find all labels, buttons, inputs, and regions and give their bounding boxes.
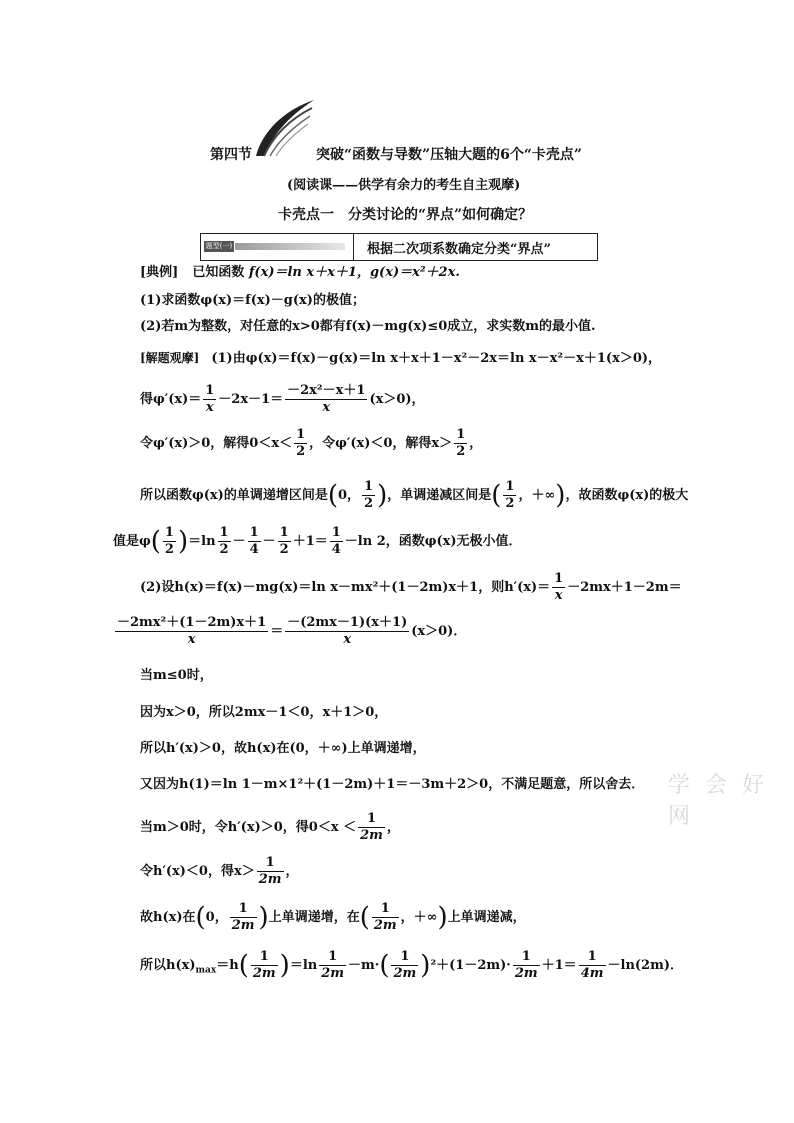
solution-line-11: 又因为h(1)＝ln 1－m×1²＋(1－2m)＋1＝－3m＋2＞0，不满足题意，所以舍去． (140, 777, 645, 792)
den: x (205, 400, 214, 415)
open-paren: ( (195, 902, 206, 933)
close-paren: ) (420, 950, 431, 981)
close-paren: ) (437, 902, 448, 933)
frac-1-over-2m-g (391, 949, 418, 982)
num: 1 (319, 949, 346, 966)
l14-b: 0， (205, 910, 228, 925)
page-subtitle: (阅读课——供学有余力的考生自主观摩) (287, 178, 521, 193)
num: 1 (331, 525, 341, 540)
l5-d: － (262, 534, 276, 549)
point-title: 卡壳点一 分类讨论的“界点”如何确定？ (278, 207, 533, 223)
question-2: (2)若m为整数，对任意的x>0都有f(x)－mg(x)≤0成立，求实数m的最小值. (140, 319, 596, 334)
den: x (322, 400, 331, 415)
solution-line-4 (140, 476, 688, 516)
l7-b: (x＞0)． (411, 624, 467, 639)
num: 1 (257, 855, 284, 872)
frac-half-f (218, 525, 231, 558)
frac-1-over-2m-d (372, 901, 399, 934)
l15-g: －ln(2m)． (607, 958, 683, 973)
example-stem (140, 264, 460, 282)
num: －(2mx－1)(x＋1) (287, 615, 408, 630)
frac-1-over-x (203, 383, 216, 416)
open-paren: ( (359, 902, 370, 933)
close-paren: ) (279, 950, 290, 981)
l5-a: 值是φ (113, 534, 151, 549)
solution-line-6 (140, 568, 682, 608)
solution-line-8: 当m≤0时， (140, 668, 213, 683)
den: x (554, 588, 563, 603)
frac-half-g (278, 525, 291, 558)
den: 2m (393, 966, 417, 981)
l3-a: 令φ′(x)＞0，解得0＜x＜ (140, 436, 293, 451)
close-paren: ) (258, 902, 269, 933)
section-number: 第四节 (210, 147, 252, 163)
den: 2m (231, 918, 255, 933)
l6-b: －2mx＋1－2m＝ (567, 580, 682, 595)
num: 1 (279, 525, 289, 540)
l2-c: (x＞0)， (369, 392, 425, 407)
open-paren: ( (379, 950, 390, 981)
solution-line-13 (140, 852, 299, 892)
den: 2 (164, 542, 174, 557)
frac-half-c (362, 479, 375, 512)
den: 4 (331, 542, 341, 557)
l13-b: ， (285, 864, 299, 879)
den: 2m (360, 828, 383, 843)
frac-1-over-2m-b (257, 855, 284, 888)
l5-c: － (232, 534, 246, 549)
num: 1 (372, 901, 399, 918)
frac-half-a (294, 427, 307, 460)
den: 2m (321, 966, 345, 981)
num: 1 (205, 383, 215, 398)
l4-d: ，＋∞ (518, 488, 556, 503)
l12-a: 当m＞0时，令h′(x)＞0，得0＜x ＜ (140, 820, 357, 835)
page-title: 突破“函数与导数”压轴大题的6个“卡壳点” (316, 147, 582, 163)
num: 1 (554, 571, 564, 586)
frac-half-d (503, 479, 516, 512)
close-paren: ) (555, 480, 566, 511)
solution-line-15 (140, 946, 683, 991)
frac-quarter-a (248, 525, 261, 558)
solution-line-1 (140, 349, 661, 368)
num: 1 (456, 427, 466, 442)
frac-1-over-2m-e (251, 949, 278, 982)
solution-line-12 (140, 808, 400, 848)
frac-1-over-x-b (552, 571, 565, 604)
num: 1 (164, 525, 174, 540)
l4-e: ，故函数φ(x)的极大 (565, 488, 689, 503)
l15-a: 所以h(x) (140, 958, 196, 973)
topic-divider (353, 234, 354, 260)
l2-a: 得φ′(x)＝ (140, 392, 202, 407)
num: 1 (358, 811, 385, 828)
frac-half-b (454, 427, 467, 460)
frac-1-over-2m-f (319, 949, 346, 982)
l12-b: ， (386, 820, 400, 835)
l3-b: ，令φ′(x)＜0，解得x＞ (309, 436, 453, 451)
den: 2 (505, 496, 515, 511)
den: x (187, 632, 196, 647)
l14-c: 上单调递增，在 (268, 910, 360, 925)
frac-1-over-2m-c (230, 901, 257, 934)
den: 2 (219, 542, 229, 557)
topic-bar (235, 243, 345, 250)
l4-a: 所以函数φ(x)的单调递增区间是 (140, 488, 328, 503)
den: 2 (364, 496, 374, 511)
topic-text: 根据二次项系数确定分类“界点” (367, 242, 551, 257)
num: 1 (296, 427, 306, 442)
watermark: 学 会 好 网 (668, 773, 768, 829)
close-paren: ) (377, 480, 388, 511)
example-stem-a: 已知函数 (192, 265, 249, 280)
num: 1 (230, 901, 257, 918)
l7-a: ＝ (270, 624, 284, 639)
l4-c: ，单调递减区间是 (387, 488, 492, 503)
l15-e: ²＋(1－2m)· (430, 958, 511, 973)
l14-d: ，＋∞ (400, 910, 438, 925)
num: －2x²－x＋1 (287, 383, 366, 398)
frac-1-over-4m (579, 949, 606, 982)
l15-d: －m· (348, 958, 380, 973)
l15-b: ＝h (216, 958, 239, 973)
l15-c: ＝ln (289, 958, 318, 973)
l4-b: 0， (337, 488, 361, 503)
frac-1-over-2m-h (513, 949, 540, 982)
l14-a: 故h(x)在 (140, 910, 196, 925)
num: 1 (364, 479, 374, 494)
frac-1-over-2m-a (358, 811, 385, 844)
solution-label: [解题观摩] (140, 351, 200, 365)
l2-b: －2x－1＝ (218, 392, 284, 407)
l3-c: ， (469, 436, 483, 451)
example-label: [典例] (140, 265, 179, 280)
den: 2 (456, 444, 466, 459)
open-paren: ( (238, 950, 249, 981)
frac-half-e (163, 525, 176, 558)
den: 2m (252, 966, 276, 981)
den: 2m (373, 918, 397, 933)
l5-f: －ln 2，函数φ(x)无极小值． (344, 534, 522, 549)
topic-tag: 题型(一) (205, 242, 233, 250)
example-functions: f(x)＝ln x＋x＋1，g(x)＝x²＋2x. (248, 265, 460, 280)
den: 2m (514, 966, 538, 981)
l14-e: 上单调递减， (447, 910, 526, 925)
l5-b: ＝ln (188, 534, 216, 549)
solution-line-9: 因为x＞0，所以2mx－1＜0，x＋1＞0， (140, 705, 388, 720)
l5-e: ＋1＝ (292, 534, 328, 549)
num: －2mx²＋(1－2m)x＋1 (117, 615, 267, 630)
frac-phi-derivative (285, 383, 367, 416)
topic-box (200, 233, 598, 261)
l13-a: 令h′(x)＜0，得x＞ (140, 864, 255, 879)
den: 2 (296, 444, 306, 459)
num: 1 (505, 479, 515, 494)
den: 4m (580, 966, 604, 981)
num: 1 (579, 949, 606, 966)
open-paren: ( (327, 480, 338, 511)
solution-line-2 (140, 380, 425, 420)
num: 1 (391, 949, 418, 966)
close-paren: ) (177, 526, 189, 557)
l6-a: (2)设h(x)＝f(x)－mg(x)＝ln x－mx²＋(1－2m)x＋1，则h′(x)＝ (140, 580, 551, 595)
solution-line-14 (140, 898, 526, 938)
frac-h-derivative (115, 615, 268, 648)
num: 1 (513, 949, 540, 966)
open-paren: ( (491, 480, 502, 511)
den: x (343, 632, 352, 647)
den: 2 (279, 542, 289, 557)
den: 4 (249, 542, 259, 557)
solution-line-5 (113, 522, 522, 562)
max-subscript: max (195, 965, 217, 976)
solution-l1-text: (1)由φ(x)＝f(x)－g(x)＝ln x＋x＋1－x²－2x＝ln x－x²－x＋1(x＞0)， (211, 351, 662, 366)
num: 1 (251, 949, 278, 966)
frac-quarter-b (330, 525, 343, 558)
solution-line-10: 所以h′(x)＞0，故h(x)在(0，＋∞)上单调递增， (140, 741, 426, 756)
solution-line-3 (140, 424, 482, 464)
num: 1 (219, 525, 229, 540)
frac-h-factored (285, 615, 409, 648)
question-1: (1)求函数φ(x)＝f(x)－g(x)的极值； (140, 293, 365, 308)
l15-f: ＋1＝ (541, 958, 577, 973)
section-logo-icon (252, 98, 316, 160)
solution-line-7 (113, 612, 466, 652)
open-paren: ( (150, 526, 161, 557)
den: 2m (258, 872, 282, 887)
num: 1 (249, 525, 259, 540)
